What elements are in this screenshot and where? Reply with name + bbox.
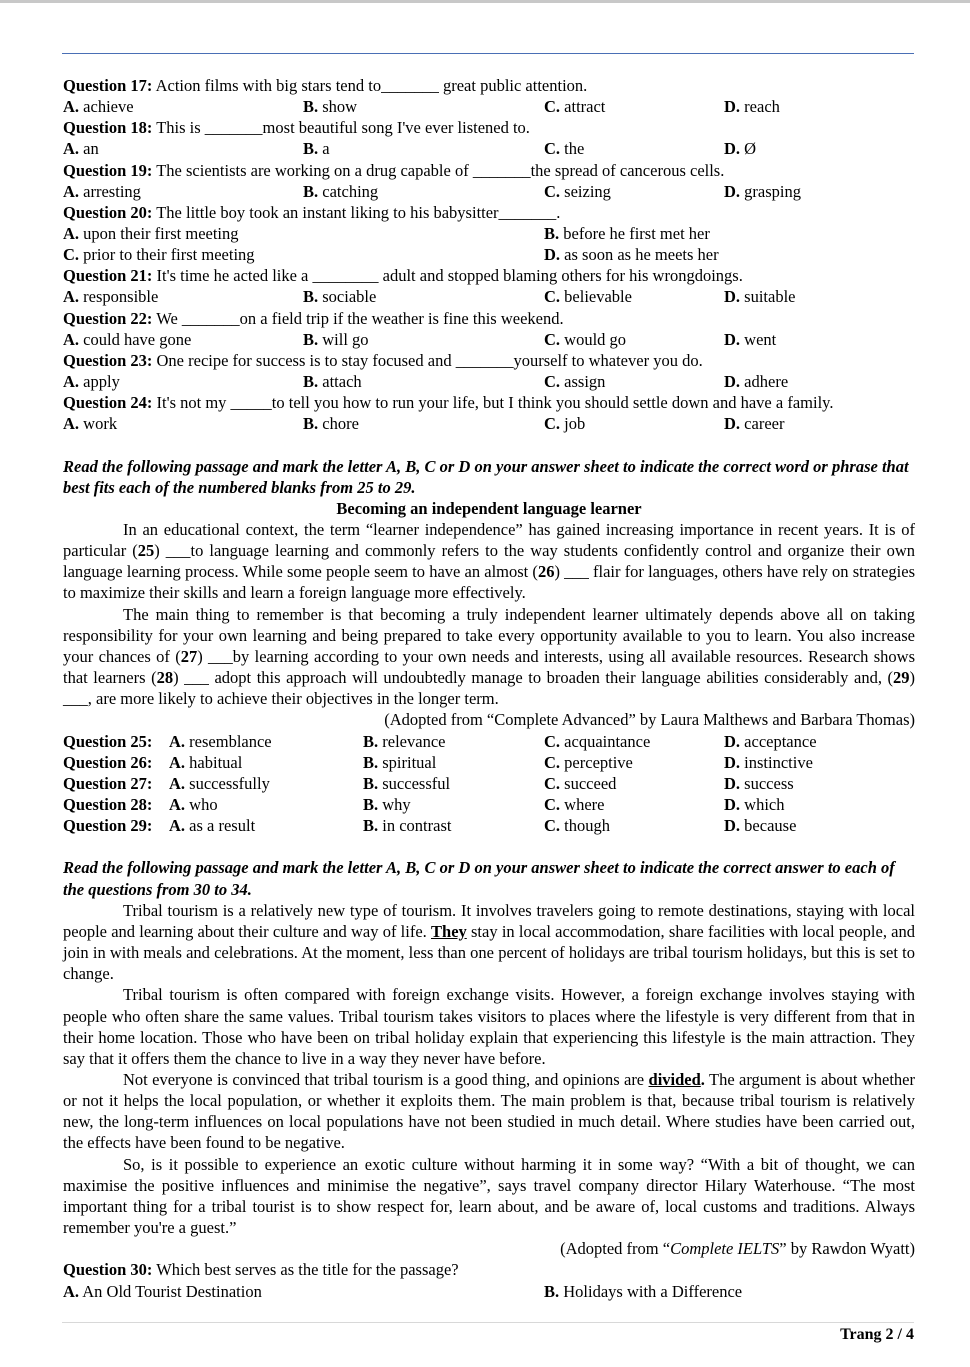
option-letter: C. xyxy=(544,371,561,391)
option-letter: D. xyxy=(724,731,741,751)
blank-number: 29 xyxy=(893,668,910,688)
option-b[interactable] xyxy=(303,329,369,350)
question-label: Question 18: xyxy=(63,118,153,138)
option-text: An Old Tourist Destination xyxy=(82,1281,262,1301)
option-letter: C. xyxy=(544,181,561,201)
option-letter: B. xyxy=(303,181,319,201)
option-text: show xyxy=(322,97,358,117)
passage-2-paragraph-2: Tribal tourism is often compared with foreign exchange visits. However, a foreign exchange involves staying with people who often share the same values. Tribal tourism takes visitors to places where the lifestyle is very different from that in their home location. Those who have been on tribal holiday explain that experiencing this lifestyle is the main attraction. They say that it offers them the chance to live in a way they never have before. xyxy=(63,985,915,1068)
question-30-stem xyxy=(63,1259,915,1280)
option-letter: A. xyxy=(63,181,80,201)
option-text: before he first met her xyxy=(563,223,710,243)
question-stem-line xyxy=(63,117,915,138)
option-letter: B. xyxy=(303,414,319,434)
option-text: instinctive xyxy=(744,752,813,772)
questions-25-29 xyxy=(63,731,915,837)
passage-2-paragraph-1 xyxy=(63,900,915,985)
option-letter: C. xyxy=(544,414,561,434)
option-text: Ø xyxy=(744,139,757,159)
option-b[interactable] xyxy=(544,223,710,244)
options-row xyxy=(63,329,915,350)
option-d[interactable] xyxy=(724,731,817,752)
option-text: arresting xyxy=(83,181,141,201)
passage-2-source xyxy=(63,1238,915,1259)
source-title: Complete IELTS xyxy=(670,1239,780,1259)
option-text: could have gone xyxy=(83,329,192,349)
option-letter: B. xyxy=(303,329,319,349)
option-a[interactable] xyxy=(63,329,191,350)
question-stem-line xyxy=(63,160,915,181)
option-letter: A. xyxy=(169,816,186,836)
option-text: success xyxy=(744,773,794,793)
option-text: because xyxy=(744,816,797,836)
question-label: Question 26: xyxy=(63,752,153,772)
option-letter: C. xyxy=(544,773,561,793)
option-d[interactable] xyxy=(724,815,796,836)
question-stem-line xyxy=(63,265,915,286)
option-text: successfully xyxy=(189,773,270,793)
question-label: Question 25: xyxy=(63,731,153,751)
option-letter: C. xyxy=(63,245,80,265)
question-stem: It's not my _____to tell you how to run your life, but I think you should settle down and have a family. xyxy=(156,393,834,413)
question-label: Question 20: xyxy=(63,202,153,222)
option-text: successful xyxy=(382,773,451,793)
option-text: believable xyxy=(564,287,632,307)
option-letter: A. xyxy=(63,1281,80,1301)
question-stem: The little boy took an instant liking to his babysitter_______. xyxy=(156,202,561,222)
option-letter: D. xyxy=(724,139,741,159)
question-row xyxy=(63,731,915,752)
option-letter: A. xyxy=(63,371,80,391)
option-c[interactable] xyxy=(544,413,585,434)
option-text: would go xyxy=(564,329,627,349)
question-label: Question 21: xyxy=(63,266,153,286)
option-letter: C. xyxy=(544,97,561,117)
option-b[interactable] xyxy=(303,96,357,117)
text-run: ) ___ adopt this approach will undoubtedly manage to broaden their language abilities considerably and, ( xyxy=(173,668,893,688)
question-30-options xyxy=(63,1281,915,1302)
option-letter: A. xyxy=(63,414,80,434)
option-b[interactable] xyxy=(363,794,411,815)
option-letter: B. xyxy=(363,794,379,814)
option-letter: C. xyxy=(544,139,561,159)
option-a[interactable] xyxy=(63,286,158,307)
text-run: Not everyone is convinced that tribal tourism is a good thing, and opinions are xyxy=(123,1069,649,1089)
option-letter: D. xyxy=(724,181,741,201)
option-letter: B. xyxy=(303,371,319,391)
option-c[interactable] xyxy=(544,96,605,117)
option-text: responsible xyxy=(83,287,159,307)
option-a[interactable] xyxy=(169,731,272,752)
option-text: assign xyxy=(564,371,606,391)
blank-number: 26 xyxy=(537,562,555,582)
option-letter: D. xyxy=(544,245,561,265)
passage-1-paragraph-1 xyxy=(63,519,915,604)
option-c[interactable] xyxy=(544,371,605,392)
option-letter: D. xyxy=(724,794,741,814)
option-text: grasping xyxy=(744,181,801,201)
option-letter: C. xyxy=(544,329,561,349)
questions-17-24 xyxy=(63,75,915,434)
option-c[interactable] xyxy=(544,181,611,202)
option-d[interactable] xyxy=(544,244,719,265)
option-text: though xyxy=(564,816,611,836)
option-letter: C. xyxy=(544,794,561,814)
option-letter: A. xyxy=(169,731,186,751)
spacer xyxy=(63,836,915,857)
passage-1-paragraph-2 xyxy=(63,604,915,710)
option-text: career xyxy=(744,414,785,434)
option-text: as soon as he meets her xyxy=(564,245,719,265)
option-text: relevance xyxy=(382,731,446,751)
option-letter: C. xyxy=(544,816,561,836)
option-text: achieve xyxy=(83,97,134,117)
option-letter: D. xyxy=(724,329,741,349)
option-a[interactable] xyxy=(63,96,134,117)
option-letter: B. xyxy=(363,731,379,751)
options-row xyxy=(63,181,915,202)
text-run: ) ___by learning according to your own needs and interests, using all available resources. Research shows that learners ( xyxy=(63,646,915,688)
blank-number: 27 xyxy=(180,646,198,666)
option-d[interactable] xyxy=(724,286,796,307)
option-b[interactable] xyxy=(363,752,436,773)
option-text: who xyxy=(189,794,218,814)
option-text: will go xyxy=(322,329,369,349)
question-row xyxy=(63,815,915,836)
option-c[interactable] xyxy=(544,138,584,159)
section-3-instruction: Read the following passage and mark the letter A, B, C or D on your answer sheet to indicate the correct answer to each of the questions from 30 to 34. xyxy=(63,858,895,899)
option-text: as a result xyxy=(189,816,256,836)
text-run: The main thing to remember is that becoming a truly independent learner ultimately depends above all on taking responsibility for your own learning and being prepared to take every opportunity available to you to learn. You also increase your chances of ( xyxy=(63,604,915,666)
option-letter: B. xyxy=(363,773,379,793)
text-run: ) ___to language learning and commonly refers to the way students confidently control and organize their own language learning process. While some people seem to have an almost ( xyxy=(63,541,915,582)
option-text: suitable xyxy=(744,287,796,307)
option-text: which xyxy=(744,794,785,814)
page-content xyxy=(63,75,915,1302)
question-label: Question 17: xyxy=(63,76,153,95)
option-text: reach xyxy=(744,97,780,117)
option-letter: D. xyxy=(724,414,741,434)
question-stem: It's time he acted like a ________ adult and stopped blaming others for his wrongdoings. xyxy=(156,266,743,286)
option-letter: A. xyxy=(169,752,186,772)
question-stem: Which best serves as the title for the passage? xyxy=(156,1260,459,1280)
option-a[interactable] xyxy=(169,773,270,794)
top-border xyxy=(0,0,970,3)
question-label: Question 19: xyxy=(63,160,153,180)
option-a[interactable] xyxy=(169,752,242,773)
option-d[interactable] xyxy=(724,138,756,159)
option-text: chore xyxy=(322,414,359,434)
option-letter: D. xyxy=(724,287,741,307)
option-a[interactable] xyxy=(63,181,141,202)
option-d[interactable] xyxy=(724,752,813,773)
option-letter: B. xyxy=(363,752,379,772)
text-run: ) ___ flair for languages, others have rely on strategies to maximize their skills and learn a foreign language more effectively. xyxy=(63,562,916,603)
option-c[interactable] xyxy=(63,244,255,265)
text-run: stay in local accommodation, share facilities with local people, and join in with meals and celebrations. At the moment, less than one percent of holidays are tribal tourism holidays, but this is set to change. xyxy=(63,921,915,984)
passage-2-paragraph-3 xyxy=(63,1069,915,1154)
option-a[interactable] xyxy=(63,223,239,244)
option-b[interactable] xyxy=(303,371,362,392)
option-letter: B. xyxy=(544,223,560,243)
option-text: where xyxy=(564,794,605,814)
option-letter: B. xyxy=(303,139,319,159)
option-letter: D. xyxy=(724,371,741,391)
section-2-instruction: Read the following passage and mark the letter A, B, C or D on your answer sheet to indicate the correct word or phrase that best fits each of the numbered blanks from 25 to 29. xyxy=(63,456,909,497)
text-run: . xyxy=(700,1069,705,1089)
option-a[interactable] xyxy=(63,138,99,159)
option-text: adhere xyxy=(744,371,789,391)
option-text: acquaintance xyxy=(564,731,651,751)
option-text: Holidays with a Difference xyxy=(563,1281,743,1301)
option-a[interactable] xyxy=(63,371,120,392)
footer-rule xyxy=(62,1322,914,1323)
option-letter: B. xyxy=(303,287,319,307)
underlined-word: divided xyxy=(648,1069,701,1089)
question-stem-line xyxy=(63,308,915,329)
question-row xyxy=(63,773,915,794)
option-b[interactable] xyxy=(363,731,445,752)
passage-1-title: Becoming an independent language learner xyxy=(336,498,642,518)
options-row xyxy=(63,96,915,117)
text-run: ) ___, are more likely to achieve their objectives in the longer term. xyxy=(63,668,915,709)
option-letter: C. xyxy=(544,287,561,307)
options-row xyxy=(63,413,915,434)
option-c[interactable] xyxy=(544,794,604,815)
option-text: sociable xyxy=(322,287,377,307)
option-d[interactable] xyxy=(724,794,785,815)
option-text: attract xyxy=(564,97,606,117)
option-text: why xyxy=(382,794,411,814)
options-row xyxy=(63,371,915,392)
blank-number: 28 xyxy=(156,668,174,688)
option-c[interactable] xyxy=(544,815,610,836)
question-stem-line xyxy=(63,350,915,371)
question-stem: The scientists are working on a drug capable of _______the spread of cancerous cells. xyxy=(156,160,725,180)
options-row xyxy=(63,138,915,159)
passage-2-paragraph-4: So, is it possible to experience an exotic culture without harming it in some way? “With a bit of thought, we can maximise the positive influences and minimise the negative”, says travel company director Hilary Waterhouse. “The most important thing for a tribal tourist is to show respect for, learn about, and be aware of, local customs and traditions. Always remember you're a guest.” xyxy=(63,1154,915,1238)
option-letter: A. xyxy=(63,223,80,243)
option-text: acceptance xyxy=(744,731,817,751)
option-c[interactable] xyxy=(544,731,650,752)
option-b[interactable] xyxy=(303,181,378,202)
option-text: seizing xyxy=(564,181,611,201)
option-letter: D. xyxy=(724,752,741,772)
option-letter: A. xyxy=(63,329,80,349)
option-letter: B. xyxy=(363,816,379,836)
option-letter: A. xyxy=(169,794,186,814)
option-c[interactable] xyxy=(544,752,633,773)
question-label: Question 28: xyxy=(63,794,153,814)
page-number: Trang 2 / 4 xyxy=(840,1326,914,1343)
question-row xyxy=(63,752,915,773)
options-row xyxy=(63,244,915,265)
option-letter: A. xyxy=(63,139,80,159)
option-text: prior to their first meeting xyxy=(83,245,255,265)
option-b[interactable] xyxy=(303,413,359,434)
option-b[interactable] xyxy=(303,138,330,159)
option-text: job xyxy=(564,414,586,434)
text-run: (Adopted from “ xyxy=(560,1239,671,1259)
option-d[interactable] xyxy=(724,371,788,392)
option-text: upon their first meeting xyxy=(83,223,239,243)
question-row xyxy=(63,794,915,815)
header-rule xyxy=(62,53,914,54)
question-label: Question 24: xyxy=(63,393,153,413)
option-d[interactable] xyxy=(724,181,801,202)
passage-1-source: (Adopted from “Complete Advanced” by Laura Malthews and Barbara Thomas) xyxy=(384,710,915,730)
options-row xyxy=(63,286,915,307)
option-b[interactable] xyxy=(303,286,376,307)
option-letter: D. xyxy=(724,773,741,793)
option-letter: A. xyxy=(63,97,80,117)
option-text: resemblance xyxy=(189,731,272,751)
option-text: the xyxy=(564,139,585,159)
option-a[interactable] xyxy=(63,413,117,434)
option-text: spiritual xyxy=(382,752,437,772)
option-c[interactable] xyxy=(544,773,616,794)
question-stem-line xyxy=(63,75,915,96)
text-run: Tribal tourism is a relatively new type of tourism. It involves travelers going to remote destinations, staying with local people and learning about their culture and way of life. xyxy=(63,900,915,941)
question-stem: This is _______most beautiful song I've ever listened to. xyxy=(156,118,530,138)
blank-number: 25 xyxy=(137,541,155,561)
option-text: in contrast xyxy=(382,816,452,836)
option-letter: A. xyxy=(169,773,186,793)
question-label: Question 29: xyxy=(63,816,153,836)
option-text: a xyxy=(322,139,330,159)
option-d[interactable] xyxy=(724,96,780,117)
option-b[interactable] xyxy=(544,1281,742,1302)
option-letter: D. xyxy=(724,97,741,117)
text-run: In an educational context, the term “learner independence” has gained increasing importance in recent years. It is of particular ( xyxy=(63,520,915,561)
option-letter: C. xyxy=(544,731,561,751)
option-text: an xyxy=(83,139,99,159)
question-stem-line xyxy=(63,202,915,223)
option-a[interactable] xyxy=(63,1281,262,1302)
option-letter: C. xyxy=(544,752,561,772)
underlined-word: They xyxy=(431,921,467,941)
text-run: ” by Rawdon Wyatt) xyxy=(779,1239,915,1259)
option-d[interactable] xyxy=(724,329,776,350)
option-c[interactable] xyxy=(544,286,632,307)
question-stem-line xyxy=(63,392,915,413)
option-text: went xyxy=(744,329,777,349)
option-d[interactable] xyxy=(724,413,784,434)
option-b[interactable] xyxy=(363,773,450,794)
option-text: attach xyxy=(322,371,362,391)
question-stem: Action films with big stars tend to_______ great public attention. xyxy=(155,76,588,95)
option-d[interactable] xyxy=(724,773,794,794)
option-letter: D. xyxy=(724,816,741,836)
option-text: work xyxy=(83,414,118,434)
option-text: perceptive xyxy=(564,752,633,772)
text-run: The argument is about whether or not it helps the local population, or whether it exploits them. The main problem is that, because tribal tourism is relatively new, the long-term influences on local populations have not been studied in much detail. Where studies have been carried out, the effects have been found to be negative. xyxy=(63,1069,915,1153)
option-a[interactable] xyxy=(169,794,218,815)
option-text: habitual xyxy=(189,752,243,772)
option-letter: A. xyxy=(63,287,80,307)
options-row xyxy=(63,223,915,244)
option-letter: B. xyxy=(303,97,319,117)
option-letter: B. xyxy=(544,1281,560,1301)
option-text: succeed xyxy=(564,773,617,793)
question-label: Question 22: xyxy=(63,308,153,328)
question-label: Question 27: xyxy=(63,773,153,793)
question-stem: We _______on a field trip if the weather is fine this weekend. xyxy=(156,308,564,328)
option-text: apply xyxy=(83,371,120,391)
option-text: catching xyxy=(322,181,379,201)
spacer xyxy=(63,434,915,455)
option-b[interactable] xyxy=(363,815,451,836)
question-label: Question 23: xyxy=(63,350,153,370)
option-a[interactable] xyxy=(169,815,255,836)
question-label: Question 30: xyxy=(63,1260,153,1280)
option-c[interactable] xyxy=(544,329,626,350)
question-stem: One recipe for success is to stay focused and _______yourself to whatever you do. xyxy=(156,350,703,370)
